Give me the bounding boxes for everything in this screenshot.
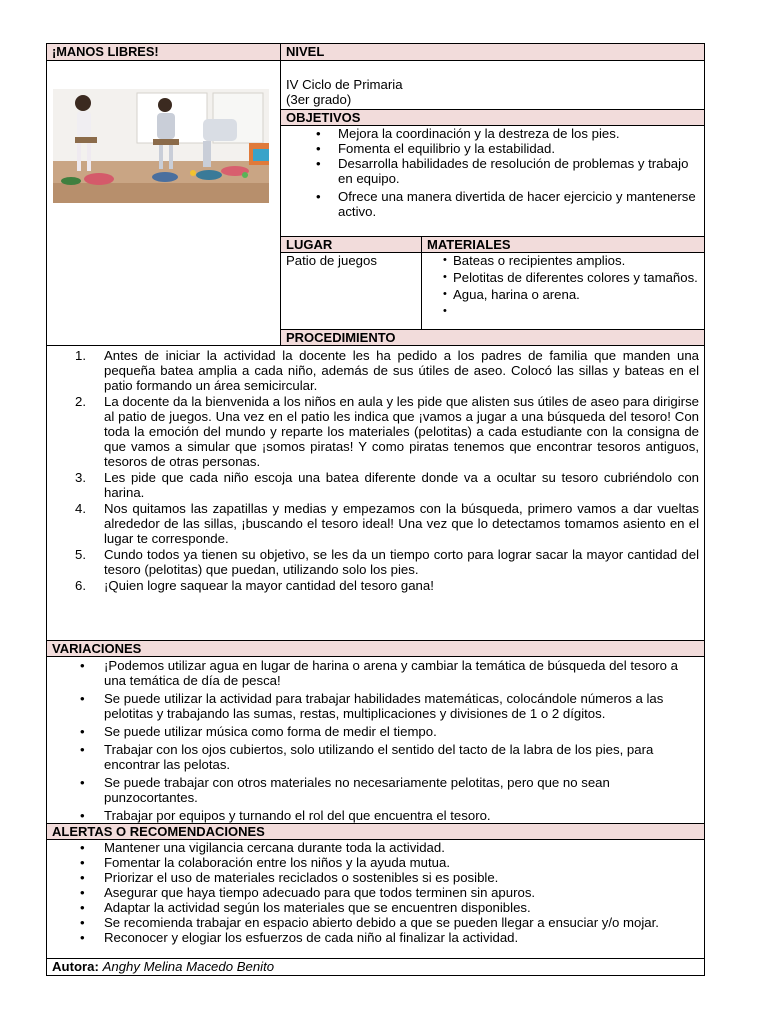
list-item: 1. Antes de iniciar la actividad la docente les ha pedido a los padres de familia que manden una pequeña batea amplia a cada niño, además de sus útiles de aseo. Colocó las sillas y bateas en el patio formando un área semicircular. xyxy=(75,348,700,393)
list-item: • Fomentar la colaboración entre los niños y la ayuda mutua. xyxy=(99,855,699,870)
step-text: Nos quitamos las zapatillas y medias y empezamos con la búsqueda, primero vamos a dar vueltas alrededor de las sillas, ¡buscando el tesoro ideal! Una vez que lo detectamos tomamos asiento en el lugar te corresponde. xyxy=(104,501,700,546)
list-item: • Se puede utilizar la actividad para trabajar habilidades matemáticas, colocándole números a las pelotitas y trabajando las sumas, restas, multiplicaciones y divisiones de 1 o 2 dígitos. xyxy=(99,691,699,721)
list-item: • Fomenta el equilibrio y la estabilidad. xyxy=(334,141,699,156)
lugar-label: LUGAR xyxy=(281,237,422,253)
list-item: • Priorizar el uso de materiales reciclados o sostenibles si es posible. xyxy=(99,870,699,885)
materiales-label: MATERIALES xyxy=(422,237,705,253)
alertas-content xyxy=(47,840,705,959)
list-item: • Agua, harina o arena. xyxy=(441,287,699,302)
autora-label: Autora: xyxy=(52,959,99,974)
list-item: 4. Nos quitamos las zapatillas y medias y empezamos con la búsqueda, primero vamos a dar vueltas alrededor de las sillas, ¡buscando el tesoro ideal! Una vez que lo detectamos tomamos asiento en el lugar te corresponde. xyxy=(75,501,700,546)
step-text: Antes de iniciar la actividad la docente les ha pedido a los padres de familia que manden una pequeña batea amplia a cada niño, además de sus útiles de aseo. Colocó las sillas y bateas en el patio formando un área semicircular. xyxy=(104,348,700,393)
nivel-label: NIVEL xyxy=(281,44,705,61)
activity-sheet xyxy=(46,43,704,976)
list-item: 5. Cundo todos ya tienen su objetivo, se les da un tiempo corto para lograr sacar la mayor cantidad del tesoro (pelotitas) que puedan, utilizando solo los pies. xyxy=(75,547,700,577)
list-item: • ¡Podemos utilizar agua en lugar de harina o arena y cambiar la temática de búsqueda del tesoro a una temática de día de pesca! xyxy=(99,658,699,688)
step-text: La docente da la bienvenida a los niños en aula y les pide que alisten sus útiles de aseo para dirigirse al patio de juegos. Una vez en el patio les indica que ¡vamos a jugar a una búsqueda del tesoro! Con toda la emoción del mundo y reparte los materiales (pelotitas) a cada estudiante con la consigna de que vamos a simular que ¡somos piratas! Y como piratas tenemos que encontrar tesoros antiguos, tesoros de otras personas. xyxy=(104,394,700,469)
list-item: • Adaptar la actividad según los materiales que se encuentren disponibles. xyxy=(99,900,699,915)
materiales-content xyxy=(422,253,705,330)
list-item: • Se puede trabajar con otros materiales no necesariamente pelotitas, pero que no sean punzocortantes. xyxy=(99,775,699,805)
objetivos-label: OBJETIVOS xyxy=(281,110,705,126)
list-item: • Se recomienda trabajar en espacio abierto debido a que se pueden llegar a ensuciar y/o mojar. xyxy=(99,915,699,930)
activity-title: ¡MANOS LIBRES! xyxy=(47,44,281,61)
list-item: • Se puede utilizar música como forma de medir el tiempo. xyxy=(99,724,699,739)
alertas-list xyxy=(52,840,699,945)
list-item: 2. La docente da la bienvenida a los niños en aula y les pide que alisten sus útiles de aseo para dirigirse al patio de juegos. Una vez en el patio les indica que ¡vamos a jugar a una búsqueda del tesoro! Con toda la emoción del mundo y reparte los materiales (pelotitas) a cada estudiante con la consigna de que vamos a simular que ¡somos piratas! Y como piratas tenemos que encontrar tesoros antiguos, tesoros de otras personas. xyxy=(75,394,700,469)
list-item: • Mantener una vigilancia cercana durante toda la actividad. xyxy=(99,840,699,855)
procedimiento-label: PROCEDIMIENTO xyxy=(281,330,705,346)
list-item: • Pelotitas de diferentes colores y tamaños. xyxy=(441,270,699,285)
objetivos-content xyxy=(281,126,705,237)
list-item: 6. ¡Quien logre saquear la mayor cantidad del tesoro gana! xyxy=(75,578,434,593)
procedimiento-content xyxy=(47,346,705,641)
list-item: • Trabajar por equipos y turnando el rol del que encuentra el tesoro. xyxy=(99,808,699,823)
list-item: • Mejora la coordinación y la destreza de los pies. xyxy=(334,126,699,141)
list-item: • Desarrolla habilidades de resolución de problemas y trabajo en equipo. xyxy=(334,156,699,186)
autora-name: Anghy Melina Macedo Benito xyxy=(102,959,275,974)
alertas-label: ALERTAS O RECOMENDACIONES xyxy=(47,824,705,840)
list-item: • Bateas o recipientes amplios. xyxy=(441,253,699,268)
procedimiento-list xyxy=(52,348,699,593)
activity-photo xyxy=(53,89,269,203)
list-item: • Ofrece una manera divertida de hacer ejercicio y mantenerse activo. xyxy=(334,189,699,219)
variaciones-list xyxy=(52,658,699,823)
nivel-line1: IV Ciclo de Primaria xyxy=(286,77,403,92)
list-item: 3. Les pide que cada niño escoja una batea diferente donde va a ocultar su tesoro cubriéndolo con harina. xyxy=(75,470,700,500)
photo-cell xyxy=(47,61,281,346)
step-text: Les pide que cada niño escoja una batea diferente donde va a ocultar su tesoro cubriéndolo con harina. xyxy=(104,470,700,500)
list-item: • Asegurar que haya tiempo adecuado para que todos terminen sin apuros. xyxy=(99,885,699,900)
variaciones-label: VARIACIONES xyxy=(47,641,705,657)
nivel-line2: (3er grado) xyxy=(286,92,352,107)
objetivos-list xyxy=(286,126,699,219)
lugar-text: Patio de juegos xyxy=(286,253,377,268)
materiales-list xyxy=(427,253,699,302)
autora-row xyxy=(47,959,705,976)
step-text: ¡Quien logre saquear la mayor cantidad del tesoro gana! xyxy=(104,578,434,593)
lugar-value xyxy=(281,253,422,330)
list-item: • Reconocer y elogiar los esfuerzos de cada niño al finalizar la actividad. xyxy=(99,930,699,945)
step-text: Cundo todos ya tienen su objetivo, se les da un tiempo corto para lograr sacar la mayor cantidad del tesoro (pelotitas) que puedan, utilizando solo los pies. xyxy=(104,547,700,577)
activity-table xyxy=(46,43,705,976)
nivel-value xyxy=(281,61,705,110)
list-item: • Trabajar con los ojos cubiertos, solo utilizando el sentido del tacto de la labra de los pies, para encontrar las pelotas. xyxy=(99,742,699,772)
variaciones-content xyxy=(47,657,705,824)
